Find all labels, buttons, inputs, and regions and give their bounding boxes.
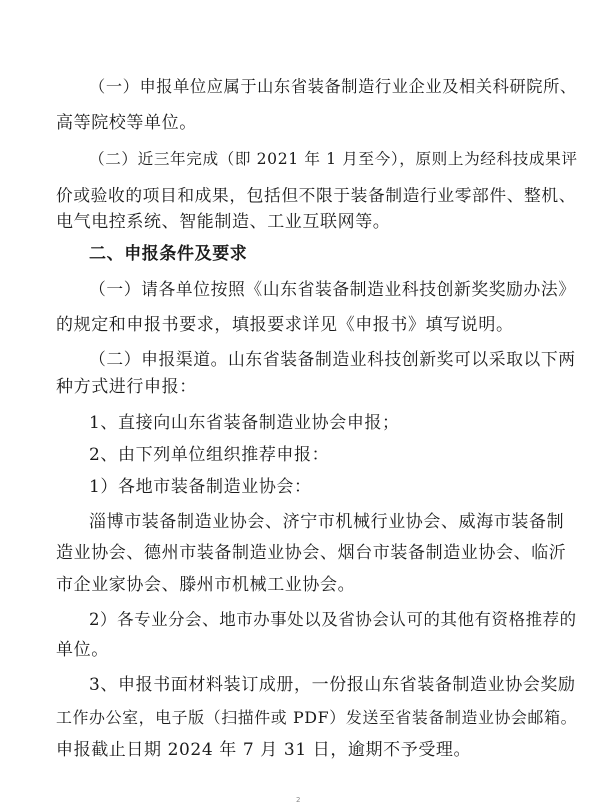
text-line: 工作办公室，电子版（扫描件或 PDF）发送至省装备制造业协会邮箱。 [56,708,578,727]
text-line: （一）申报单位应属于山东省装备制造行业企业及相关科研院所、 [89,77,577,96]
text-line: （二）申报渠道。山东省装备制造业科技创新奖可以采取以下两 [89,349,576,369]
text-line: 造业协会、德州市装备制造业协会、烟台市装备制造业协会、临沂 [56,543,567,563]
page-number: 2 [296,796,301,804]
text-line: 电气电控系统、智能制造、工业互联网等。 [56,212,391,232]
text-line: 申报截止日期 2024 年 7 月 31 日，逾期不予受理。 [56,740,472,760]
text-line: 2、由下列单位组织推荐申报： [89,445,330,465]
text-line: （一）请各单位按照《山东省装备制造业科技创新奖奖励办法》 [89,279,576,299]
section-heading: 二、申报条件及要求 [89,244,248,264]
text-line: 淄博市装备制造业协会、济宁市机械行业协会、威海市装备制 [89,512,565,532]
text-line: 1、直接向山东省装备制造业协会申报； [89,413,400,433]
text-line: （二）近三年完成（即 2021 年 1 月至今），原则上为经科技成果评 [89,150,578,168]
text-line: 高等院校等单位。 [56,113,197,133]
text-line: 单位。 [56,640,109,660]
text-line: 种方式进行申报： [56,377,197,397]
text-line: 1）各地市装备制造业协会： [89,477,312,497]
text-line: 3、申报书面材料装订成册，一份报山东省装备制造业协会奖励 [89,675,576,695]
text-line: 2）各专业分会、地市办事处以及省协会认可的其他有资格推荐的 [89,610,577,629]
text-line: 市企业家协会、滕州市机械工业协会。 [56,575,356,595]
text-line: 的规定和申报书要求，填报要求详见《申报书》填写说明。 [56,315,514,335]
text-line: 价或验收的项目和成果，包括但不限于装备制造行业零部件、整机、 [56,185,577,205]
